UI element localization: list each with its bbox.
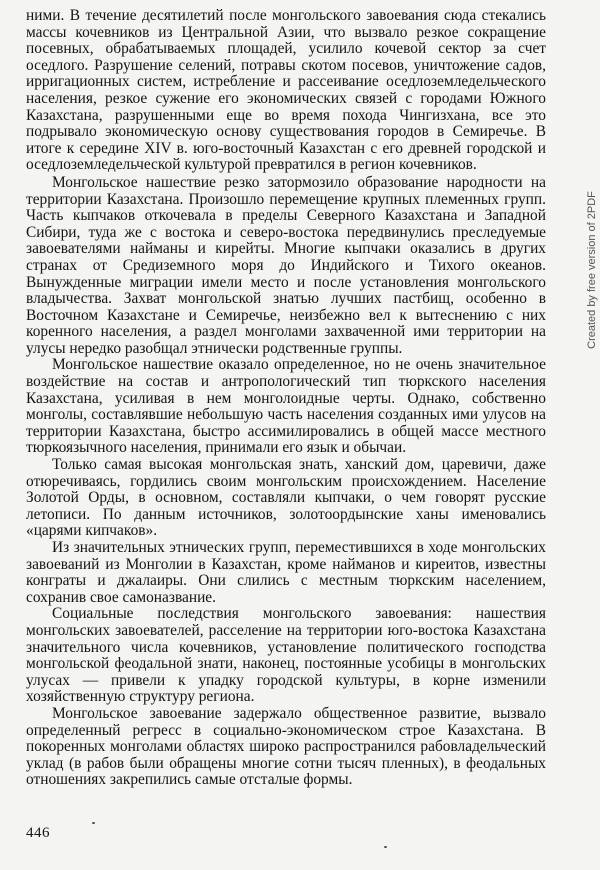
paragraph-2: Монгольское нашествие резко затормозило образование народности на территории Казахстана. Произошло перемещение крупных племенных групп. Часть кыпчаков откочевала в пределы Северного Казахстана и Западной Сибири, туда же с востока и северо-востока передвинулись преследуемые завоевателями найманы и кирейты. Многие кыпчаки оказались в других странах от Средиземного моря до Индийского и Тихого океанов. Вынужденные миграции имели место и после установления монгольского владычества. Захват монгольской знатью лучших пастбищ, особенно в Восточном Казахстане и Семиречье, неизбежно вел к вытеснению с них коренного населения, а раздел монголами захваченной ими территории на улусы нередко разобщал этнически родственные группы. [26, 173, 546, 357]
page-body [26, 8, 546, 789]
paragraph-7: Монгольское завоевание задержало общественное развитие, вызвало определенный регресс в социально-экономическом строе Казахстана. В покоренных монголами областях широко распространился рабовладельческий уклад (в рабов были обращены многие сотни тысяч пленных), в феодальных отношениях закрепились самые отсталые формы. [26, 704, 546, 789]
paragraph-3: Монгольское нашествие оказало определенное, но не очень значительное воздействие на состав и антропологический тип тюркского населения Казахстана, усиливая в нем монголоидные черты. Однако, собственно монголы, составлявшие небольшую часть населения созданных ими улусов на территории Казахстана, быстро ассимилировались в общей массе местного тюркоязычного населения, принимали его язык и обычаи. [26, 356, 546, 457]
paragraph-6: Социальные последствия монгольского завоевания: нашествия монгольских завоевателей, расселение на территории юго-востока Казахстана значительного числа кочевников, установление политического господства монгольской феодальной знати, наконец, постоянные усобицы в монгольских улусах — привели к упадку городской культуры, в корне изменили хозяйственную структуру региона. [26, 605, 546, 706]
scan-speck [92, 822, 95, 824]
paragraph-1: ними. В течение десятилетий после монгольского завоевания сюда стекались массы кочевников из Центральной Азии, что вызвало резкое сокращение посевных, обрабатываемых площадей, усилило кочевой сектор за счет оседлого. Разрушение селений, потравы скотом посевов, уничтожение садов, ирригационных систем, истребление и рассеивание оседлоземледельческого населения, резкое сужение его экономических связей с городами Южного Казахстана, разрушенными еще во время похода Чингизхана, все это подрывало экономическую основу существования городов в Семиречье. В итоге к середине XIV в. юго-восточный Казахстан с его древней городской и оседлоземледельческой культурой превратился в регион кочевников. [26, 7, 546, 174]
pdf-watermark [585, 191, 599, 349]
page-number: 446 [26, 825, 50, 841]
watermark-text: Created by free version of 2PDF [586, 191, 598, 349]
scan-speck [384, 846, 387, 848]
paragraph-4: Только самая высокая монгольская знать, ханский дом, царевичи, даже отюречиваясь, гордились своим монгольским происхождением. Население Золотой Орды, в основном, составляли кыпчаки, о чем говорят русские летописи. По данным источников, золотоордынские ханы именовались «царями кипчаков». [26, 456, 546, 540]
paragraph-5: Из значительных этнических групп, переместившихся в ходе монгольских завоеваний из Монголии в Казахстан, кроме найманов и киреитов, известны конграты и джалаиры. Они слились с местным тюркским населением, сохранив свое самоназвание. [26, 539, 546, 606]
